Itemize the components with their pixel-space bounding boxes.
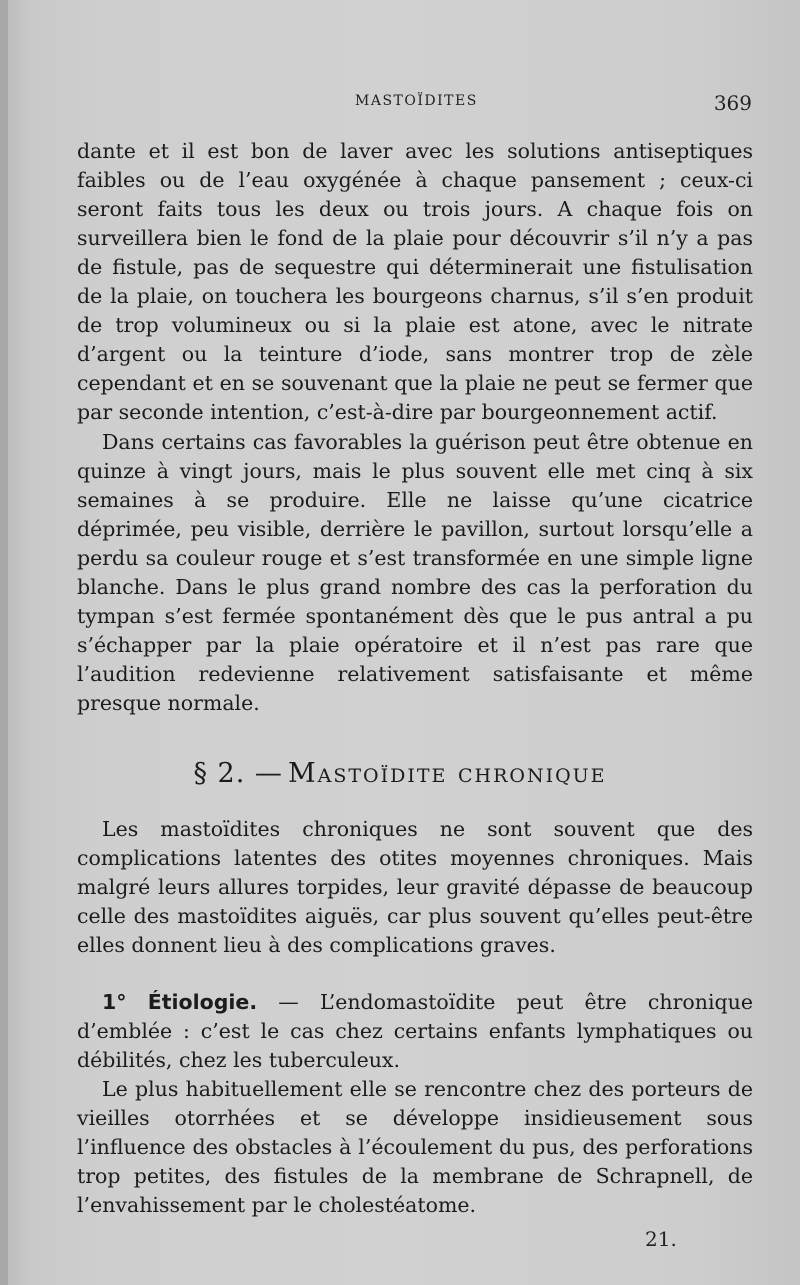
- paragraph-etiology: [77, 988, 753, 1075]
- page-number: 369: [713, 91, 752, 115]
- section-title: Mastoïdite chronique: [287, 758, 607, 789]
- signature-mark: 21.: [645, 1227, 677, 1251]
- paragraph-healing: [77, 428, 753, 718]
- paragraph-text: [77, 988, 753, 1075]
- paragraph-text: Dans certains cas favorables la guérison peut être obtenue en quinze à vingt jours, mais le plus souvent elle met cinq à six semaines à se produire. Elle ne laisse qu’une cicatrice déprimée, peu visible, derrière le pavillon, surtout lorsqu’elle a perdu sa couleur rouge et s’est transformée en une simple ligne blanche. Dans le plus grand nombre des cas la perforation du tympan s’est fermée spontanément dès que le pus antral a pu s’échapper par la plaie opératoire et il n’est pas rare que l’audition redevienne relativement satisfaisante et même presque normale.: [77, 430, 753, 715]
- paragraph-text: Le plus habituellement elle se rencontre chez des porteurs de vieilles otorrhées et se développe insidieusement sous l’influence des obstacles à l’écoulement du pus, des perforations trop petites, des fistules de la membrane de Schrapnell, de l’envahissement par le cholestéatome.: [77, 1077, 753, 1217]
- running-header: [0, 93, 800, 117]
- paragraph-chronic-intro: [77, 815, 753, 960]
- subsection-number: 1°: [102, 990, 127, 1014]
- section-heading: [0, 758, 800, 789]
- subsection-text: — L’endomastoïdite peut être chronique d’emblée : c’est le cas chez certains enfants lymphatiques ou débilités, chez les tuberculeux.: [77, 990, 753, 1072]
- paragraph-causes: [77, 1075, 753, 1220]
- running-title: MASTOÏDITES: [355, 93, 478, 109]
- page-edge-shadow: [0, 0, 8, 1285]
- subsection-heading: Étiologie.: [147, 990, 258, 1014]
- paragraph-text: dante et il est bon de laver avec les solutions antiseptiques faibles ou de l’eau oxygénée à chaque pansement ; ceux-ci seront faits tous les deux ou trois jours. A chaque fois on surveillera bien le fond de la plaie pour découvrir s’il n’y a pas de fistule, pas de sequestre qui déterminerait une fistulisation de la plaie, on touchera les bourgeons charnus, s’il s’en produit de trop volumineux ou si la plaie est atone, avec le nitrate d’argent ou la teinture d’iode, sans montrer trop de zèle cependant et en se souvenant que la plaie ne peut se fermer que par seconde intention, c’est-à-dire par bourgeonnement actif.: [77, 139, 753, 424]
- paragraph-wound-care: [77, 137, 753, 427]
- section-number: § 2. —: [193, 758, 283, 789]
- paragraph-text: Les mastoïdites chroniques ne sont souvent que des complications latentes des otites moyennes chroniques. Mais malgré leurs allures torpides, leur gravité dépasse de beaucoup celle des mastoïdites aiguës, car plus souvent qu’elles peut-être elles donnent lieu à des complications graves.: [77, 817, 753, 957]
